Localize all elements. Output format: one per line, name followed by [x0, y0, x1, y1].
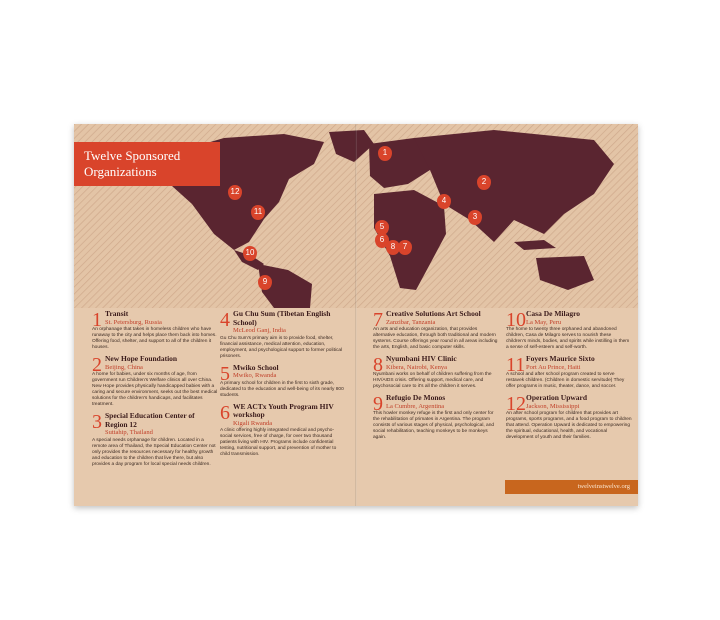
- svg-text:1: 1: [382, 148, 388, 157]
- org-location: La May, Peru: [526, 318, 562, 326]
- org-number: 8: [373, 354, 383, 376]
- svg-text:7: 7: [402, 242, 408, 251]
- org-description: A primary school for children in the first to sixth grade, dedicated to the education and well-being of its nearly 800 students.: [220, 380, 344, 398]
- org-location: St. Petersburg, Russia: [105, 318, 162, 326]
- org-number: 2: [92, 354, 102, 376]
- org-location: Port Au Prince, Haiti: [526, 363, 581, 371]
- org-number: 12: [506, 393, 526, 415]
- svg-text:5: 5: [379, 222, 385, 231]
- column-2: [220, 310, 346, 462]
- org-location: Beijing, China: [105, 363, 143, 371]
- org-location: Kibera, Nairobi, Kenya: [386, 363, 448, 371]
- org-name: Mwiko School: [233, 362, 279, 372]
- column-4: [506, 310, 632, 445]
- page-title-line1: Twelve Sponsored: [84, 148, 181, 163]
- org-name: Operation Upward: [526, 393, 588, 402]
- org-entry: [92, 412, 218, 468]
- svg-text:2: 2: [481, 177, 487, 186]
- org-description: An orphanage that takes in homeless children who have runaway to the city and helps place them back into homes. Offering food, shelter, and support to all of the children it houses.: [92, 327, 217, 350]
- org-description: Nyumbani works on behalf of children suffering from the HIV/AIDS crisis. Offering support, medical care, and psychosocial care to it's all the children it serves.: [373, 372, 492, 389]
- org-entry: [92, 310, 218, 351]
- org-location: Zanzibar, Tanzania: [386, 318, 436, 326]
- org-description: This howler monkey refuge is the first and only center for the rehabilitation of primates in Argentina. The program consists of various stages of physical, psychological, and social rehabilitation, teaching monkeys to be monkeys again.: [373, 411, 495, 440]
- footer-url-link[interactable]: twelveinstwelve.org: [577, 483, 630, 490]
- map-pin-5[interactable]: [375, 220, 389, 235]
- map-pin-2[interactable]: [477, 175, 491, 190]
- svg-text:8: 8: [390, 242, 396, 251]
- org-number: 7: [373, 309, 383, 331]
- map-pin-7[interactable]: [398, 240, 412, 255]
- org-number: 9: [373, 393, 383, 415]
- svg-text:11: 11: [253, 207, 263, 216]
- org-number: 3: [92, 411, 102, 433]
- title-box: [74, 142, 220, 186]
- org-description: A special needs orphanage for children. Located in a remote area of Thailand, the Special Education Center not only provides the resources necessary for healthy growth and education to the children that live there, but also provides a day program for local special needs children.: [92, 437, 216, 467]
- org-name: WE ACTx Youth Program HIV workshop: [233, 401, 334, 419]
- org-name: Casa De Milagro: [526, 309, 581, 318]
- column-3: [373, 310, 499, 445]
- map-pin-3[interactable]: [468, 210, 482, 225]
- org-location: Kigali Rwanda: [233, 419, 273, 427]
- org-location: La Cumbre, Argentina: [386, 402, 445, 410]
- org-entry: [92, 355, 218, 408]
- svg-text:10: 10: [245, 248, 255, 257]
- org-name: Transit: [105, 309, 129, 318]
- svg-text:3: 3: [472, 212, 478, 221]
- org-description: Gu Chu Sum's primary aim is to provide food, shelter, financial assistance, medical attention, education, employment, and psychological support to former political prisoners.: [220, 335, 343, 359]
- org-name: Creative Solutions Art School: [386, 309, 481, 318]
- org-location: Jackson, Mississippi: [526, 402, 580, 410]
- map-pin-1[interactable]: [378, 146, 392, 161]
- footer-url-bar: [505, 480, 638, 494]
- column-1: [92, 310, 218, 472]
- org-number: 1: [92, 309, 102, 331]
- org-description: The home to twenty three orphaned and abandoned children, Casa de Milagro serves to nourish these children's minds, bodies, and spirits while instilling in them a sense of self-esteem and self-worth.: [506, 327, 630, 350]
- map-pin-4[interactable]: [437, 194, 451, 209]
- org-description: An arts and education organization, that provides alternative education, through both traditional and modern systems. Course offerings year round in all areas including the arts, English, and basic computer skills.: [373, 327, 498, 350]
- org-description: An after school program for children that provides art programs, sports programs, and a food program to children that attend. Operation Upward is dedicated to empowering the spiritual, educational, health, and vocational development of youth and their families.: [506, 411, 632, 440]
- org-name: Special Education Center of Region 12: [105, 411, 195, 429]
- org-entry: [373, 355, 499, 390]
- org-name: Refugio De Monos: [386, 393, 446, 402]
- org-number: 6: [220, 401, 230, 424]
- map-pin-12[interactable]: [228, 185, 242, 200]
- org-location: Suttahip, Thailand: [105, 429, 153, 436]
- org-name: Gu Chu Sum (Tibetan English School): [233, 309, 331, 327]
- svg-text:4: 4: [441, 196, 447, 205]
- org-location: McLeod Ganj, India: [233, 327, 286, 334]
- org-number: 10: [506, 309, 526, 331]
- page-title-line2: Organizations: [84, 164, 157, 179]
- map-pin-10[interactable]: [243, 246, 257, 261]
- map-pin-11[interactable]: [251, 205, 265, 220]
- org-name: Foyers Maurice Sixto: [526, 354, 595, 363]
- org-number: 11: [506, 354, 526, 376]
- org-entry: [506, 310, 632, 351]
- org-location: Mwiko, Rwanda: [233, 372, 277, 379]
- org-entry: [220, 364, 346, 399]
- map-pin-9[interactable]: [258, 275, 272, 290]
- spine: [355, 124, 357, 506]
- org-number: 5: [220, 362, 230, 385]
- org-entry: [506, 394, 632, 441]
- org-name: New Hope Foundation: [105, 354, 178, 363]
- brochure-spread: [74, 124, 638, 506]
- org-entry: [506, 355, 632, 390]
- org-description: A clinic offering highly integrated medical and psycho-social services, free of charge, for over two thousand patients living with HIV. Programs include confidential testing, nutritional support, and prevention of mother to child transmission.: [220, 428, 337, 457]
- svg-text:9: 9: [262, 277, 268, 286]
- svg-text:6: 6: [379, 235, 385, 244]
- org-number: 4: [220, 309, 230, 331]
- org-entry: [373, 394, 499, 441]
- map-pin-8[interactable]: [386, 240, 400, 255]
- org-entry: [373, 310, 499, 351]
- org-description: A home for babies, under six months of age, from government run Children's Welfare clinics all over China. New Hope provides physically handicapped babies with a caring and secure environment, seeks out the best medical solutions for the children's handicaps, and facilitates treatment.: [92, 372, 218, 407]
- svg-text:12: 12: [230, 187, 240, 196]
- org-entry: [220, 310, 346, 360]
- org-entry: [220, 403, 346, 459]
- org-description: A school and after school program created to serve restavek children. (Children in domestic servitude) They offer programs in music, theater, dance, and soccer.: [506, 372, 625, 389]
- org-name: Nyumbani HIV Clinic: [386, 354, 457, 363]
